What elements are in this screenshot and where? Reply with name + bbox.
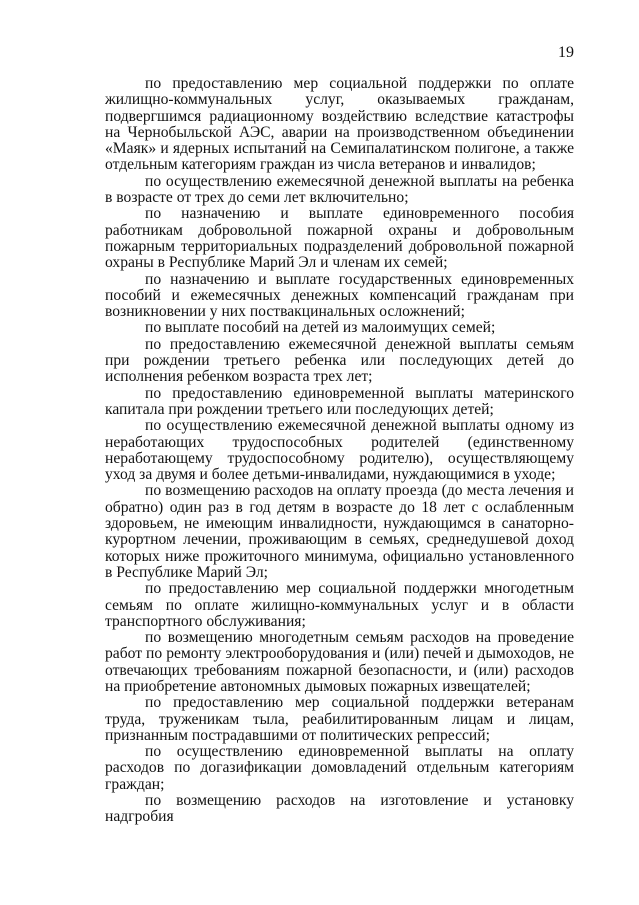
paragraph: по возмещению расходов на оплату проезда (до места лечения и обратно) один раз в год детям в возрасте до 18 лет с ослабленным здоровьем, не имеющим инвалидности, нуждающимся в санаторно-курортном лечении, проживающим в семьях, среднедушевой доход которых ниже прожиточного минимума, официально установленного в Республике Марий Эл; [105, 482, 574, 581]
page-number: 19 [558, 44, 574, 61]
document-body [105, 76, 574, 826]
paragraph: по назначению и выплате государственных единовременных пособий и ежемесячных денежных компенсаций гражданам при возникновении у них поствакцинальных осложнений; [105, 270, 574, 321]
paragraph: по предоставлению мер социальной поддержки многодетным семьям по оплате жилищно-коммунальных услуг и в области транспортного обслуживания; [105, 580, 574, 630]
paragraph: по предоставлению мер социальной поддержки по оплате жилищно-коммунальных услуг, оказываемых гражданам, подвергшимся радиационному воздействию вследствие катастрофы на Чернобыльской АЭС, аварии на производственном объединении «Маяк» и ядерных испытаний на Семипалатинском полигоне, а также отдельным категориям граждан из числа ветеранов и инвалидов; [105, 75, 574, 174]
paragraph: по выплате пособий на детей из малоимущих семей; [145, 319, 496, 337]
paragraph: по осуществлению ежемесячной денежной выплаты одному из неработающих трудоспособных родителей (единственному неработающему трудоспособному родителю), осуществляющему уход за двумя и более детьми-инвалидами, нуждающимися в уходе; [105, 417, 574, 484]
paragraph: по предоставлению единовременной выплаты материнского капитала при рождении третьего или последующих детей; [105, 384, 574, 418]
paragraph: по предоставлению мер социальной поддержки ветеранам труда, труженикам тыла, реабилитированным лицам и лицам, признанным пострадавшими от политических репрессий; [105, 694, 574, 744]
paragraph: по осуществлению единовременной выплаты на оплату расходов по догазификации домовладений отдельным категориям граждан; [105, 743, 574, 793]
paragraph: по назначению и выплате единовременного пособия работникам добровольной пожарной охраны и добровольным пожарным территориальных подразделений добровольной пожарной охраны в Республике Марий Эл и членам их семей; [105, 205, 574, 272]
paragraph: по осуществлению ежемесячной денежной выплаты на ребенка в возрасте от трех до семи лет включительно; [105, 172, 574, 207]
paragraph: по возмещению расходов на изготовление и установку надгробия [105, 792, 574, 826]
paragraph: по возмещению многодетным семьям расходов на проведение работ по ремонту электрооборудования и (или) печей и дымоходов, не отвечающих требованиям пожарной безопасности, и (или) расходов на приобретение автономных дымовых пожарных извещателей; [105, 629, 574, 695]
paragraph: по предоставлению ежемесячной денежной выплаты семьям при рождении третьего ребенка или последующих детей до исполнения ребенком возраста трех лет; [105, 335, 574, 386]
